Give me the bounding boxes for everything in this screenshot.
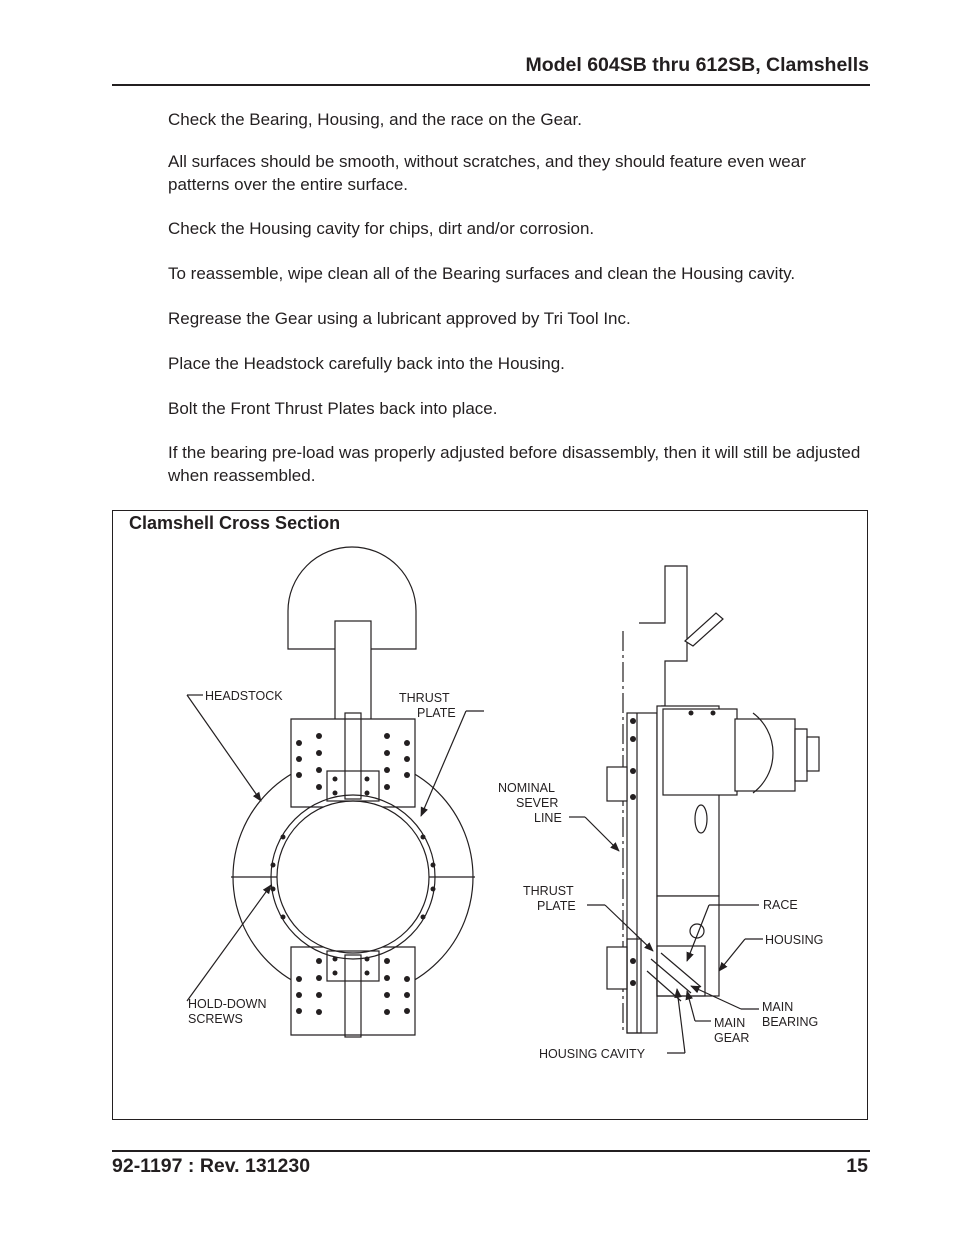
- header-rule: [112, 84, 870, 86]
- paragraph: If the bearing pre-load was properly adjusted before disassembly, then it will still be adjusted when reassembled.: [168, 443, 861, 485]
- document-number: 92-1197 : Rev. 131230: [112, 1155, 311, 1177]
- footer-rule: [112, 1150, 870, 1152]
- label-main-bearing-line1: MAIN: [762, 1000, 794, 1014]
- paragraph: To reassemble, wipe clean all of the Bearing surfaces and clean the Housing cavity.: [168, 264, 796, 283]
- clamshell-cross-section-drawing: [113, 511, 869, 1121]
- paragraph: Regrease the Gear using a lubricant approved by Tri Tool Inc.: [168, 309, 631, 328]
- label-main-bearing-line2: BEARING: [762, 1015, 819, 1029]
- paragraph: Check the Bearing, Housing, and the race on the Gear.: [168, 110, 582, 129]
- side-view: [569, 566, 819, 1053]
- label-line: LINE: [534, 811, 562, 825]
- label-sever: SEVER: [516, 796, 559, 810]
- label-race: RACE: [763, 898, 798, 912]
- label-hold-down-line1: HOLD-DOWN: [188, 997, 267, 1011]
- label-hold-down-line2: SCREWS: [188, 1012, 243, 1026]
- front-view: [187, 547, 484, 1037]
- paragraph: Place the Headstock carefully back into the Housing.: [168, 354, 565, 373]
- figure-title: Clamshell Cross Section: [129, 513, 341, 533]
- label-main-gear-line1: MAIN: [714, 1016, 746, 1030]
- label-housing-cavity: HOUSING CAVITY: [539, 1047, 646, 1061]
- label-thrust-line2: PLATE: [537, 899, 576, 913]
- label-thrust-plate-line2: PLATE: [417, 706, 456, 720]
- paragraph: Check the Housing cavity for chips, dirt and/or corrosion.: [168, 219, 595, 238]
- label-nominal: NOMINAL: [498, 781, 555, 795]
- label-thrust-line1: THRUST: [523, 884, 574, 898]
- paragraph: All surfaces should be smooth, without scratches, and they should feature even wear patterns over the entire surface.: [168, 152, 806, 194]
- label-housing: HOUSING: [765, 933, 824, 947]
- label-main-gear-line2: GEAR: [714, 1031, 750, 1045]
- page-header-title: Model 604SB thru 612SB, Clamshells: [525, 54, 869, 76]
- label-thrust-plate-line1: THRUST: [399, 691, 450, 705]
- paragraph: Bolt the Front Thrust Plates back into place.: [168, 399, 498, 418]
- figure-box: [112, 510, 868, 1120]
- label-headstock: HEADSTOCK: [205, 689, 283, 703]
- page-number: 15: [846, 1155, 868, 1177]
